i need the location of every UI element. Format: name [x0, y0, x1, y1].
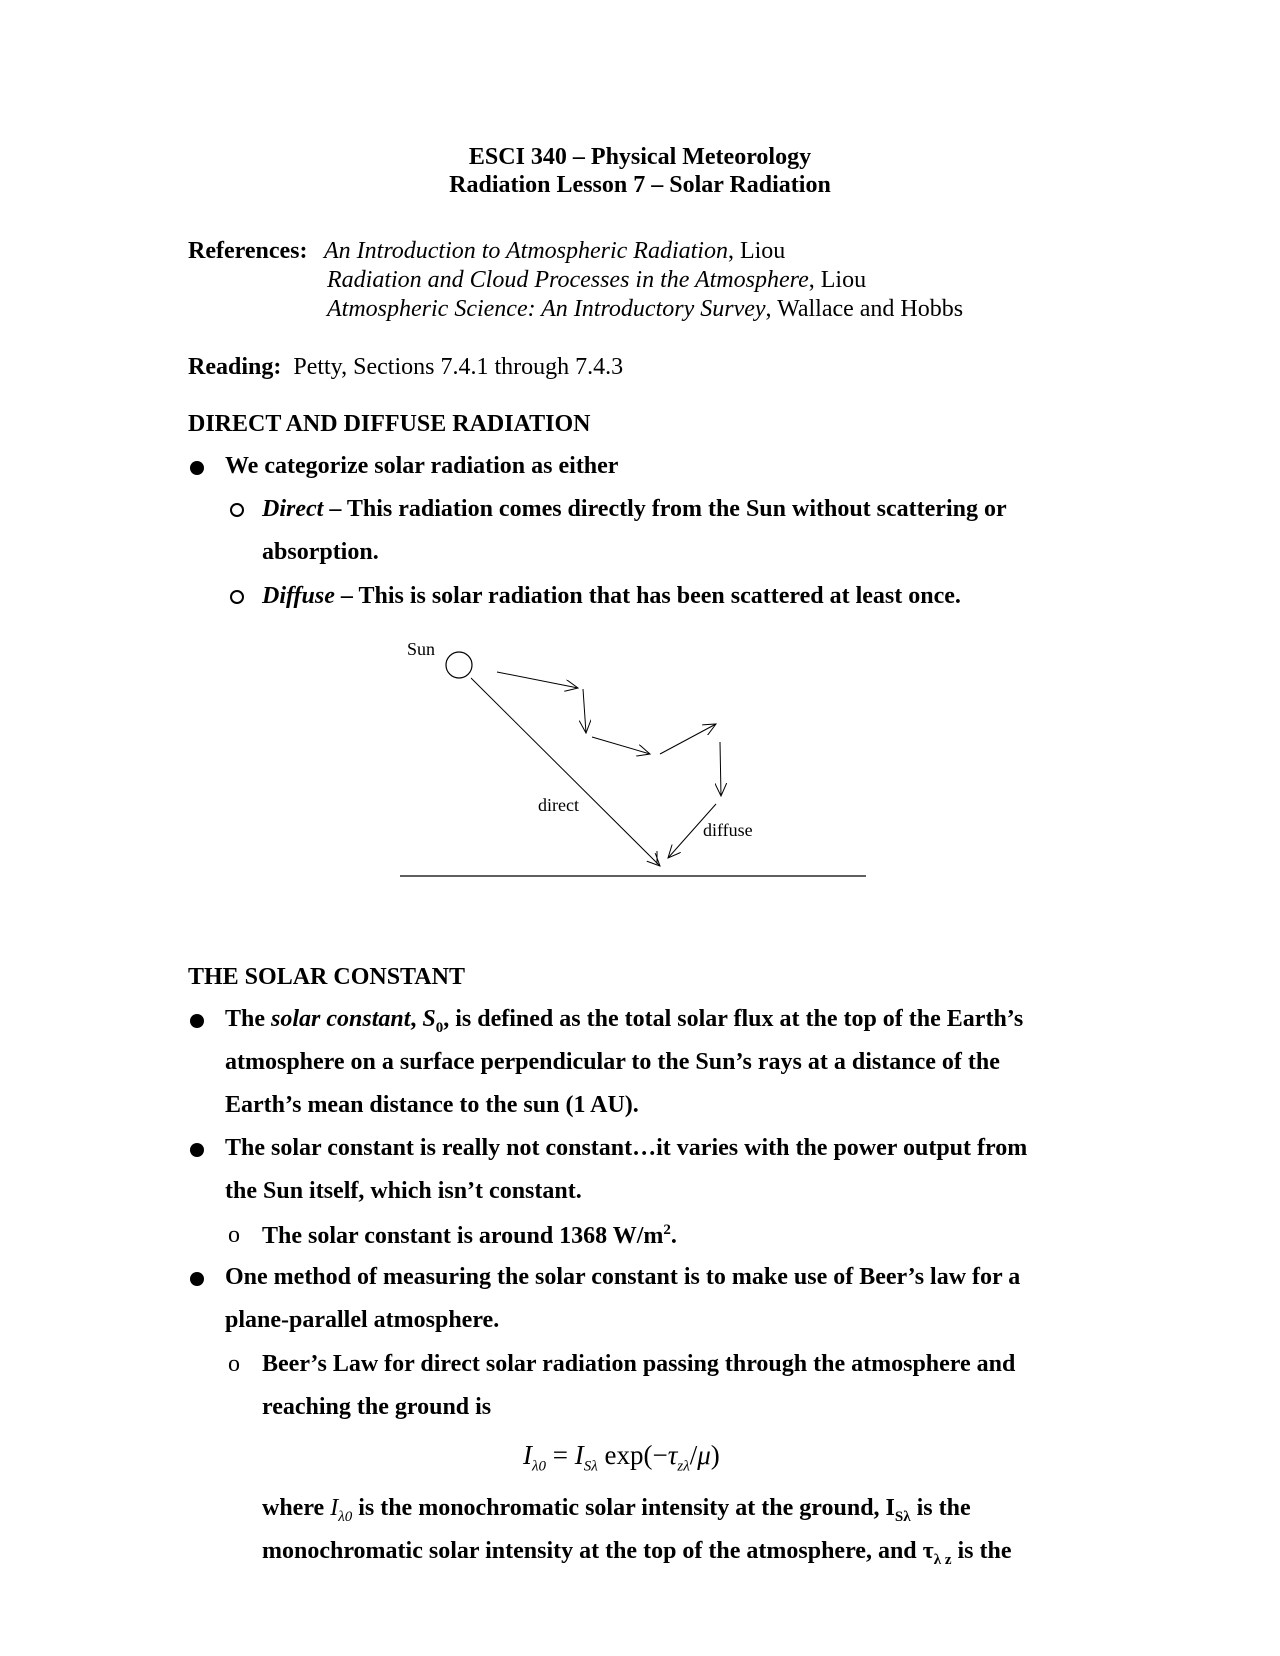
reference-title: An Introduction to Atmospheric Radiation [324, 238, 728, 264]
solar-constant-value [262, 1222, 677, 1250]
reference-author: , Wallace and Hobbs [765, 296, 964, 322]
reference-author: , Liou [808, 267, 867, 293]
scatter-ray [720, 742, 721, 796]
text-fragment: monochromatic solar intensity at the top of the atmosphere, and [262, 1538, 923, 1564]
bullet-icon [190, 1014, 204, 1028]
eq-symbol: I [330, 1495, 339, 1521]
bullet-text: Beer’s Law for direct solar radiation passing through the atmosphere and [262, 1351, 1016, 1377]
scatter-ray [583, 689, 586, 733]
symbol-subscript: 0 [435, 1019, 444, 1036]
bullet-icon [190, 1272, 204, 1286]
eq-subscript: Sλ [894, 1508, 911, 1525]
eq-symbol: μ [697, 1440, 711, 1470]
superscript: 2 [663, 1222, 671, 1238]
eq-symbol: I [523, 1440, 532, 1470]
eq-subscript: λ0 [338, 1508, 353, 1525]
text-fragment: where [262, 1495, 331, 1521]
direct-term: Direct [262, 496, 324, 522]
lesson-title: Radiation Lesson 7 – Solar Radiation [449, 172, 831, 198]
diffuse-term: Diffuse [262, 583, 335, 609]
eq-subscript: λ z [933, 1551, 952, 1568]
beers-law-equation [523, 1440, 720, 1475]
text-fragment: , is defined as the total solar flux at the top of the Earth’s [443, 1006, 1024, 1032]
eq-symbol: τ [667, 1440, 678, 1470]
eq-symbol: τ [922, 1538, 934, 1564]
text-fragment: The [225, 1006, 272, 1032]
solar-constant-definition: The solar constant, $S_0$, is defined as the total solar flux at the top of the Earth’s [225, 1006, 1024, 1036]
reference-title: Radiation and Cloud Processes in the Atmosphere [327, 267, 809, 293]
bullet-text-cont: atmosphere on a surface perpendicular to the Sun’s rays at a distance of the [225, 1049, 1000, 1075]
scatter-ray [660, 724, 716, 754]
text-fragment: The solar constant is around 1368 W/m [262, 1223, 664, 1249]
bullet-text: The solar constant is really not constant…it varies with the power output from [225, 1135, 1028, 1161]
sub-bullet-icon: o [228, 1222, 240, 1248]
section-heading-solar-constant: THE SOLAR CONSTANT [188, 964, 465, 990]
text-fragment: . [670, 1223, 677, 1249]
eq-symbol: I [574, 1440, 584, 1470]
bullet-text-cont: plane-parallel atmosphere. [225, 1307, 500, 1333]
eq-function: exp [597, 1440, 644, 1470]
equation-explanation [262, 1495, 971, 1526]
sun-label: Sun [407, 639, 436, 659]
reference-title: Atmospheric Science: An Introductory Survey [327, 296, 766, 322]
bullet-text-cont: the Sun itself, which isn’t constant. [225, 1178, 582, 1204]
eq-operator: / [689, 1440, 698, 1470]
references-label: References: [188, 238, 308, 264]
solar-constant-symbol: S [422, 1006, 436, 1032]
eq-subscript: Sλ [583, 1458, 598, 1475]
section-heading-direct-diffuse: DIRECT AND DIFFUSE RADIATION [188, 411, 591, 437]
course-title: ESCI 340 – Physical Meteorology [468, 144, 812, 170]
eq-operator: ) [710, 1440, 720, 1470]
eq-operator: = [546, 1440, 575, 1470]
bullet-text-cont: reaching the ground is [262, 1394, 492, 1420]
scatter-ray [497, 672, 578, 688]
diffuse-label: diffuse [703, 820, 753, 840]
direct-text: – This radiation comes directly from the Sun without scattering or [323, 496, 1007, 522]
bullet-text: One method of measuring the solar constant is to make use of Beer’s law for a [225, 1264, 1021, 1290]
text-fragment: is the [910, 1495, 971, 1521]
direct-definition-cont: absorption. [262, 539, 379, 565]
eq-operator: (− [643, 1440, 668, 1470]
sub-bullet-icon: o [228, 1351, 240, 1377]
reference-author: , Liou [727, 238, 786, 264]
diffuse-text: – This is solar radiation that has been scattered at least once. [334, 583, 961, 609]
reading-text: Petty, Sections 7.4.1 through 7.4.3 [293, 354, 624, 380]
text-fragment: is the [951, 1538, 1012, 1564]
bullet-text: We categorize solar radiation as either [225, 453, 619, 479]
scatter-ray [592, 737, 650, 754]
text-fragment: is the monochromatic solar intensity at the ground, I [352, 1495, 895, 1521]
direct-label: direct [538, 795, 579, 815]
direct-ray [471, 678, 660, 866]
reading-label: Reading: [188, 354, 282, 380]
sun-icon [446, 652, 472, 678]
bullet-icon [190, 1143, 204, 1157]
eq-subscript: λ0 [532, 1458, 546, 1475]
solar-constant-term: solar constant [271, 1006, 411, 1032]
bullet-text-cont: Earth’s mean distance to the sun (1 AU). [225, 1092, 639, 1118]
equation-explanation-cont [262, 1538, 1012, 1569]
eq-subscript: zλ [677, 1458, 690, 1475]
